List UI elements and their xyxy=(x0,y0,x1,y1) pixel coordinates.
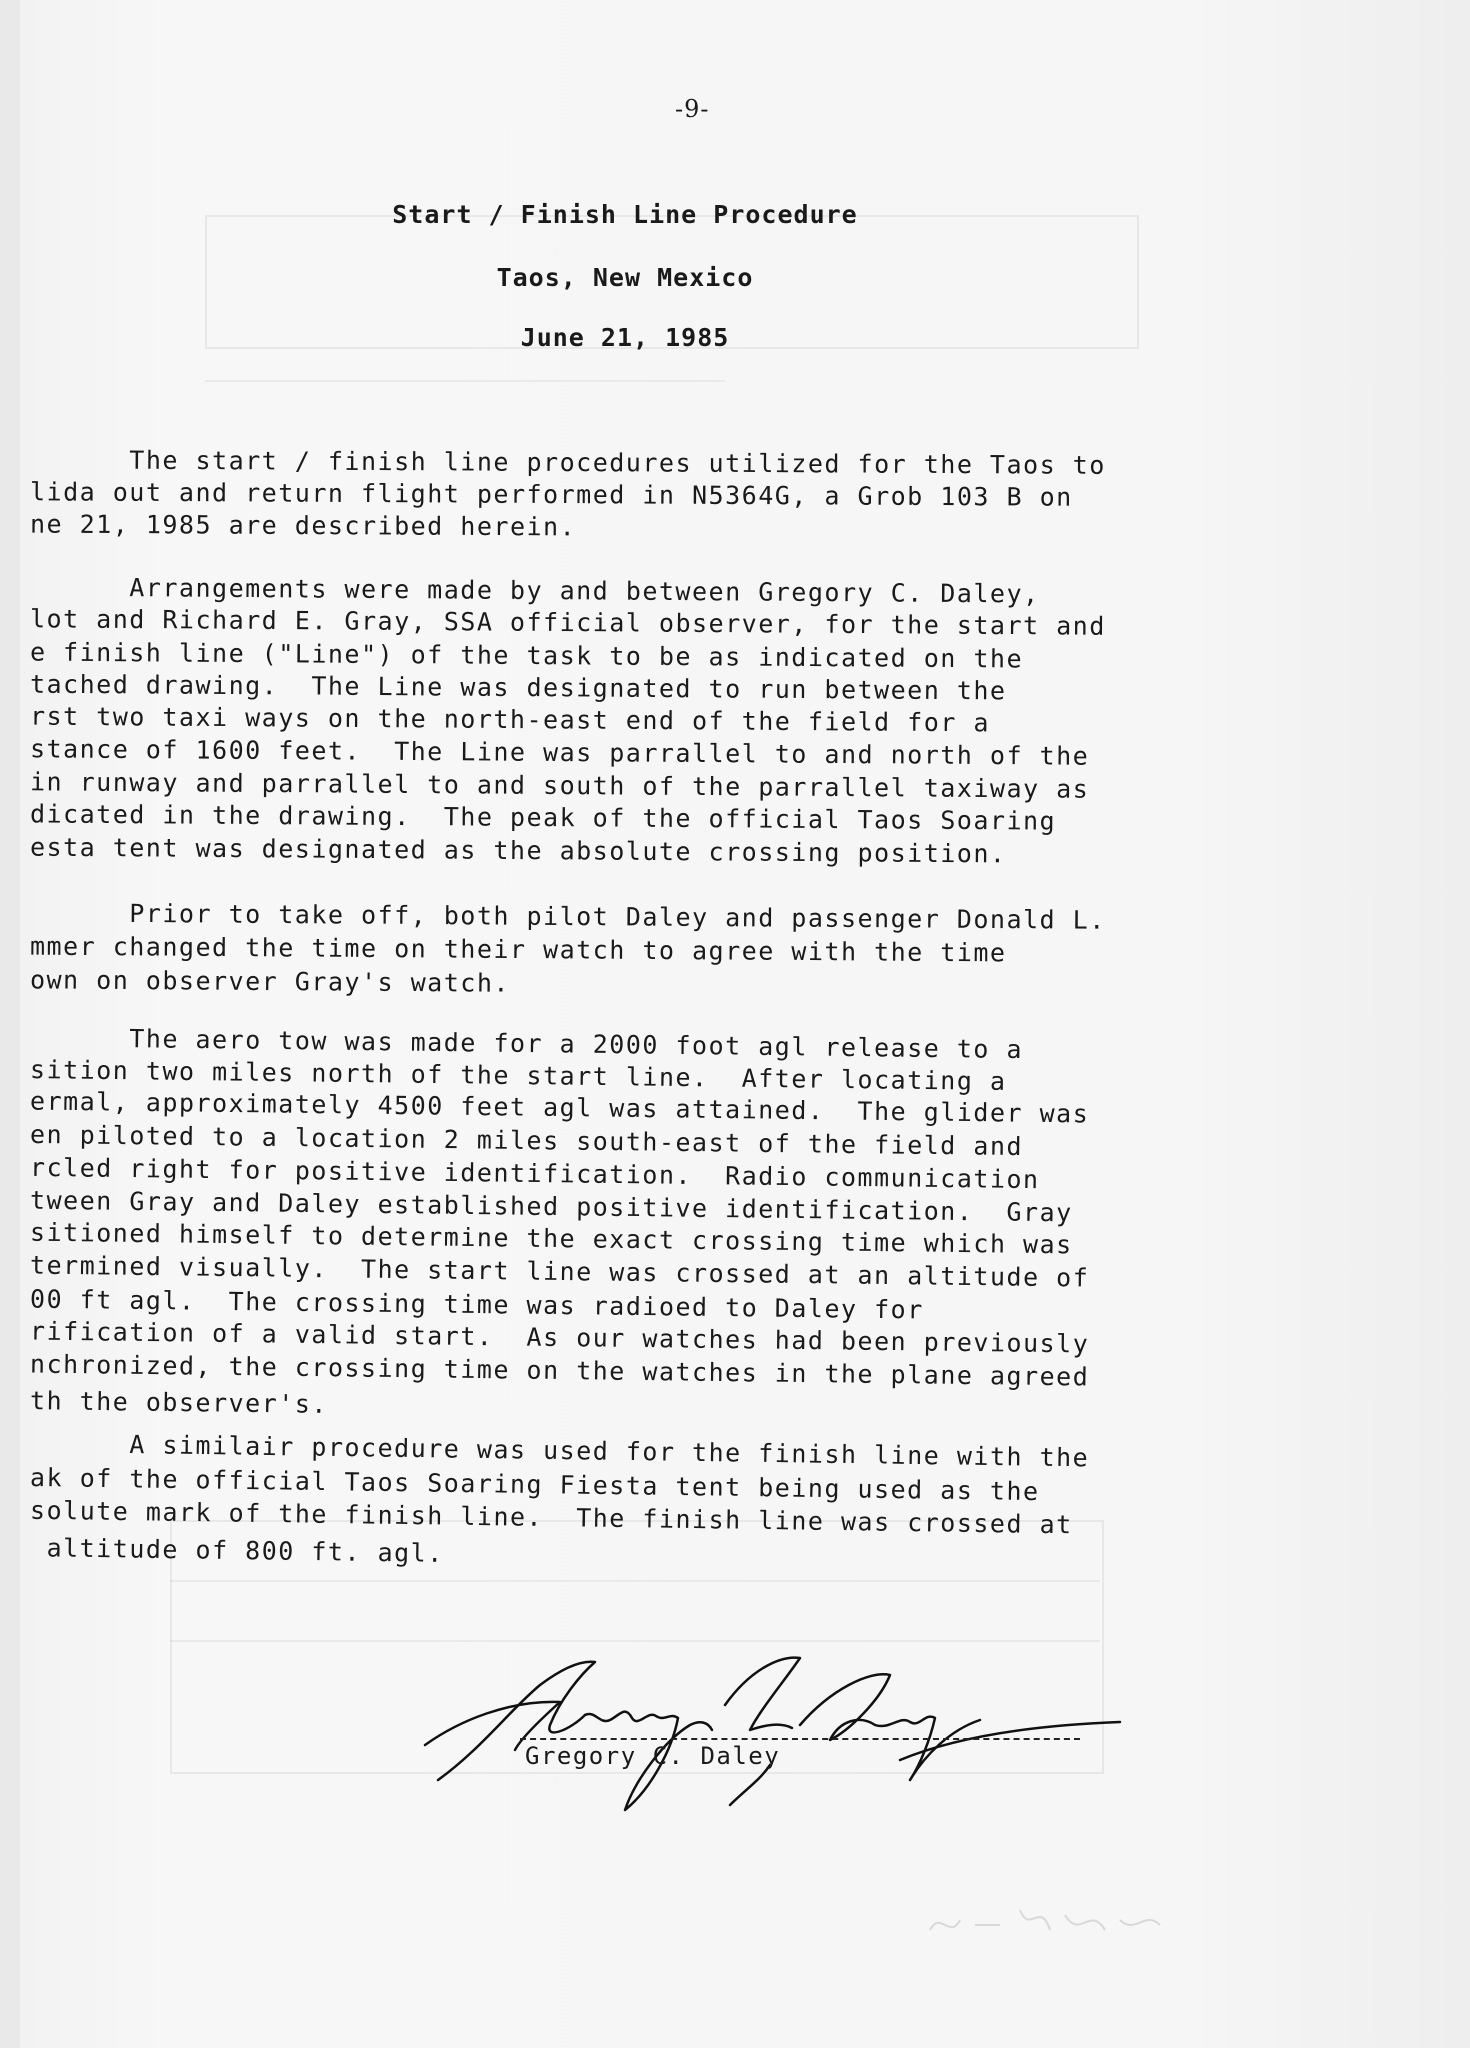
document-page xyxy=(20,0,1470,2048)
faint-pencil-note xyxy=(920,1890,1180,1960)
text-line: rification of a valid start. As our watches had been previously xyxy=(29,1316,1090,1359)
text-line: ak of the official Taos Soaring Fiesta tent being used as the xyxy=(29,1462,1040,1507)
text-line: ne 21, 1985 are described herein. xyxy=(29,509,577,542)
text-line: e finish line ("Line") of the task to be as indicated on the xyxy=(29,637,1024,674)
text-line: tween Gray and Daley established positive identification. Gray xyxy=(29,1185,1073,1228)
text-line: sitioned himself to determine the exact crossing time which was xyxy=(29,1217,1073,1260)
bleed-through-rule xyxy=(170,1580,1100,1582)
text-line: esta tent was designated as the absolute crossing position. xyxy=(29,832,1007,869)
text-line: tached drawing. The Line was designated to run between the xyxy=(29,669,1007,706)
signature-line xyxy=(520,1738,1080,1740)
text-line: altitude of 800 ft. agl. xyxy=(29,1533,444,1568)
page-number: -9- xyxy=(675,95,710,123)
signature-block xyxy=(420,1630,1140,1830)
document-date: June 21, 1985 xyxy=(520,323,730,352)
text-line: en piloted to a location 2 miles south-east of the field and xyxy=(29,1119,1024,1162)
text-line: th the observer's. xyxy=(29,1386,329,1419)
text-line: ermal, approximately 4500 feet agl was attained. The glider was xyxy=(29,1086,1090,1129)
text-line: nchronized, the crossing time on the watches in the plane agreed xyxy=(29,1349,1090,1392)
text-line: stance of 1600 feet. The Line was parrallel to and north of the xyxy=(29,734,1090,771)
text-line: lot and Richard E. Gray, SSA official observer, for the start and xyxy=(29,604,1106,641)
text-line: The aero tow was made for a 2000 foot agl release to a xyxy=(29,1022,1024,1065)
handwritten-signature xyxy=(420,1630,1140,1830)
text-line: Prior to take off, both pilot Daley and passenger Donald L. xyxy=(29,898,1106,935)
text-line: sition two miles north of the start line. After locating a xyxy=(29,1055,1007,1096)
bleed-through-rule xyxy=(205,380,725,382)
document-title: Start / Finish Line Procedure xyxy=(392,200,858,229)
text-line: dicated in the drawing. The peak of the official Taos Soaring xyxy=(29,799,1057,836)
text-line: own on observer Gray's watch. xyxy=(29,965,511,998)
text-line: rst two taxi ways on the north-east end of the field for a xyxy=(29,701,991,738)
text-line: mmer changed the time on their watch to agree with the time xyxy=(29,931,1007,968)
document-location: Taos, New Mexico xyxy=(496,263,754,292)
text-line: A similair procedure was used for the finish line with the xyxy=(29,1428,1090,1473)
text-line: 00 ft agl. The crossing time was radioed to Daley for xyxy=(29,1284,924,1325)
text-line: termined visually. The start line was crossed at an altitude of xyxy=(29,1250,1090,1293)
text-line: lida out and return flight performed in N5364G, a Grob 103 B on xyxy=(29,477,1073,512)
text-line: in runway and parrallel to and south of the parrallel taxiway as xyxy=(29,767,1090,804)
text-line: solute mark of the finish line. The finish line was crossed at xyxy=(29,1495,1073,1540)
text-line: The start / finish line procedures utilized for the Taos to xyxy=(29,445,1106,480)
signer-name: Gregory C. Daley xyxy=(525,1742,781,1770)
text-line: rcled right for positive identification. Radio communication xyxy=(29,1152,1040,1195)
text-line: Arrangements were made by and between Gregory C. Daley, xyxy=(29,572,1040,609)
